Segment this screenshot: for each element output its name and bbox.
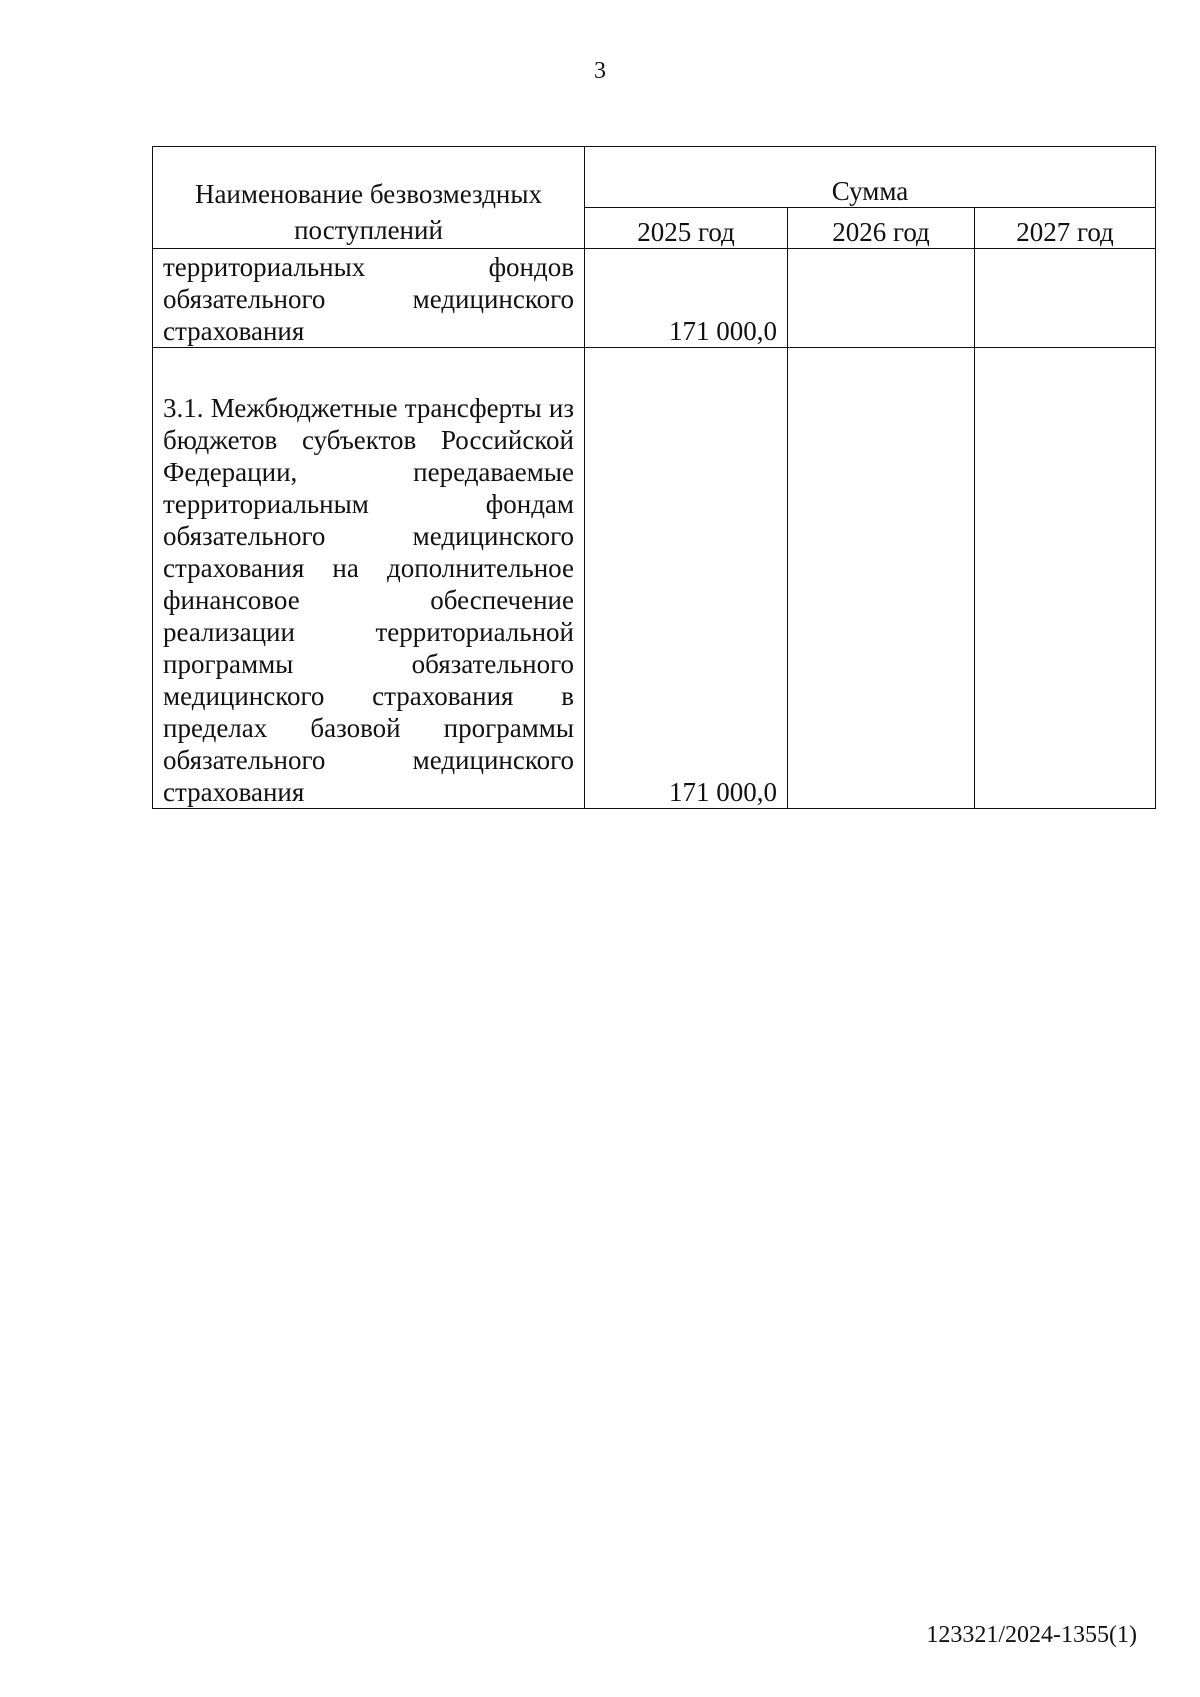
sum-group-header: Сумма [585,147,1156,208]
amount-2025-cell: 171 000,0 [585,249,788,348]
year-header-2027: 2027 год [975,208,1156,249]
amount-2025-cell: 171 000,0 [585,348,788,809]
amount-2027-cell [975,348,1156,809]
document-id: 123321/2024-1355(1) [926,1622,1137,1648]
amount-2026-cell [788,249,975,348]
table-row [153,249,1156,348]
year-header-2025: 2025 год [585,208,788,249]
row-name-cell: территориальных фондов обязательного медицинского страхования [153,249,585,348]
page-number: 3 [594,58,606,84]
amount-2027-cell [975,249,1156,348]
grants-table [152,146,1156,809]
row-name-cell: 3.1. Межбюджетные трансферты из бюджетов субъектов Российской Федерации, передаваемые территориальным фондам обязательного медицинского страхования на дополнительное финансовое обеспечение реализации территориальной программы обязательного медицинского страхования в пределах базовой программы обязательного медицинского страхования [153,348,585,809]
amount-2026-cell [788,348,975,809]
name-column-header: Наименование безвозмездных поступлений [153,147,585,249]
table-row [153,348,1156,809]
year-header-2026: 2026 год [788,208,975,249]
